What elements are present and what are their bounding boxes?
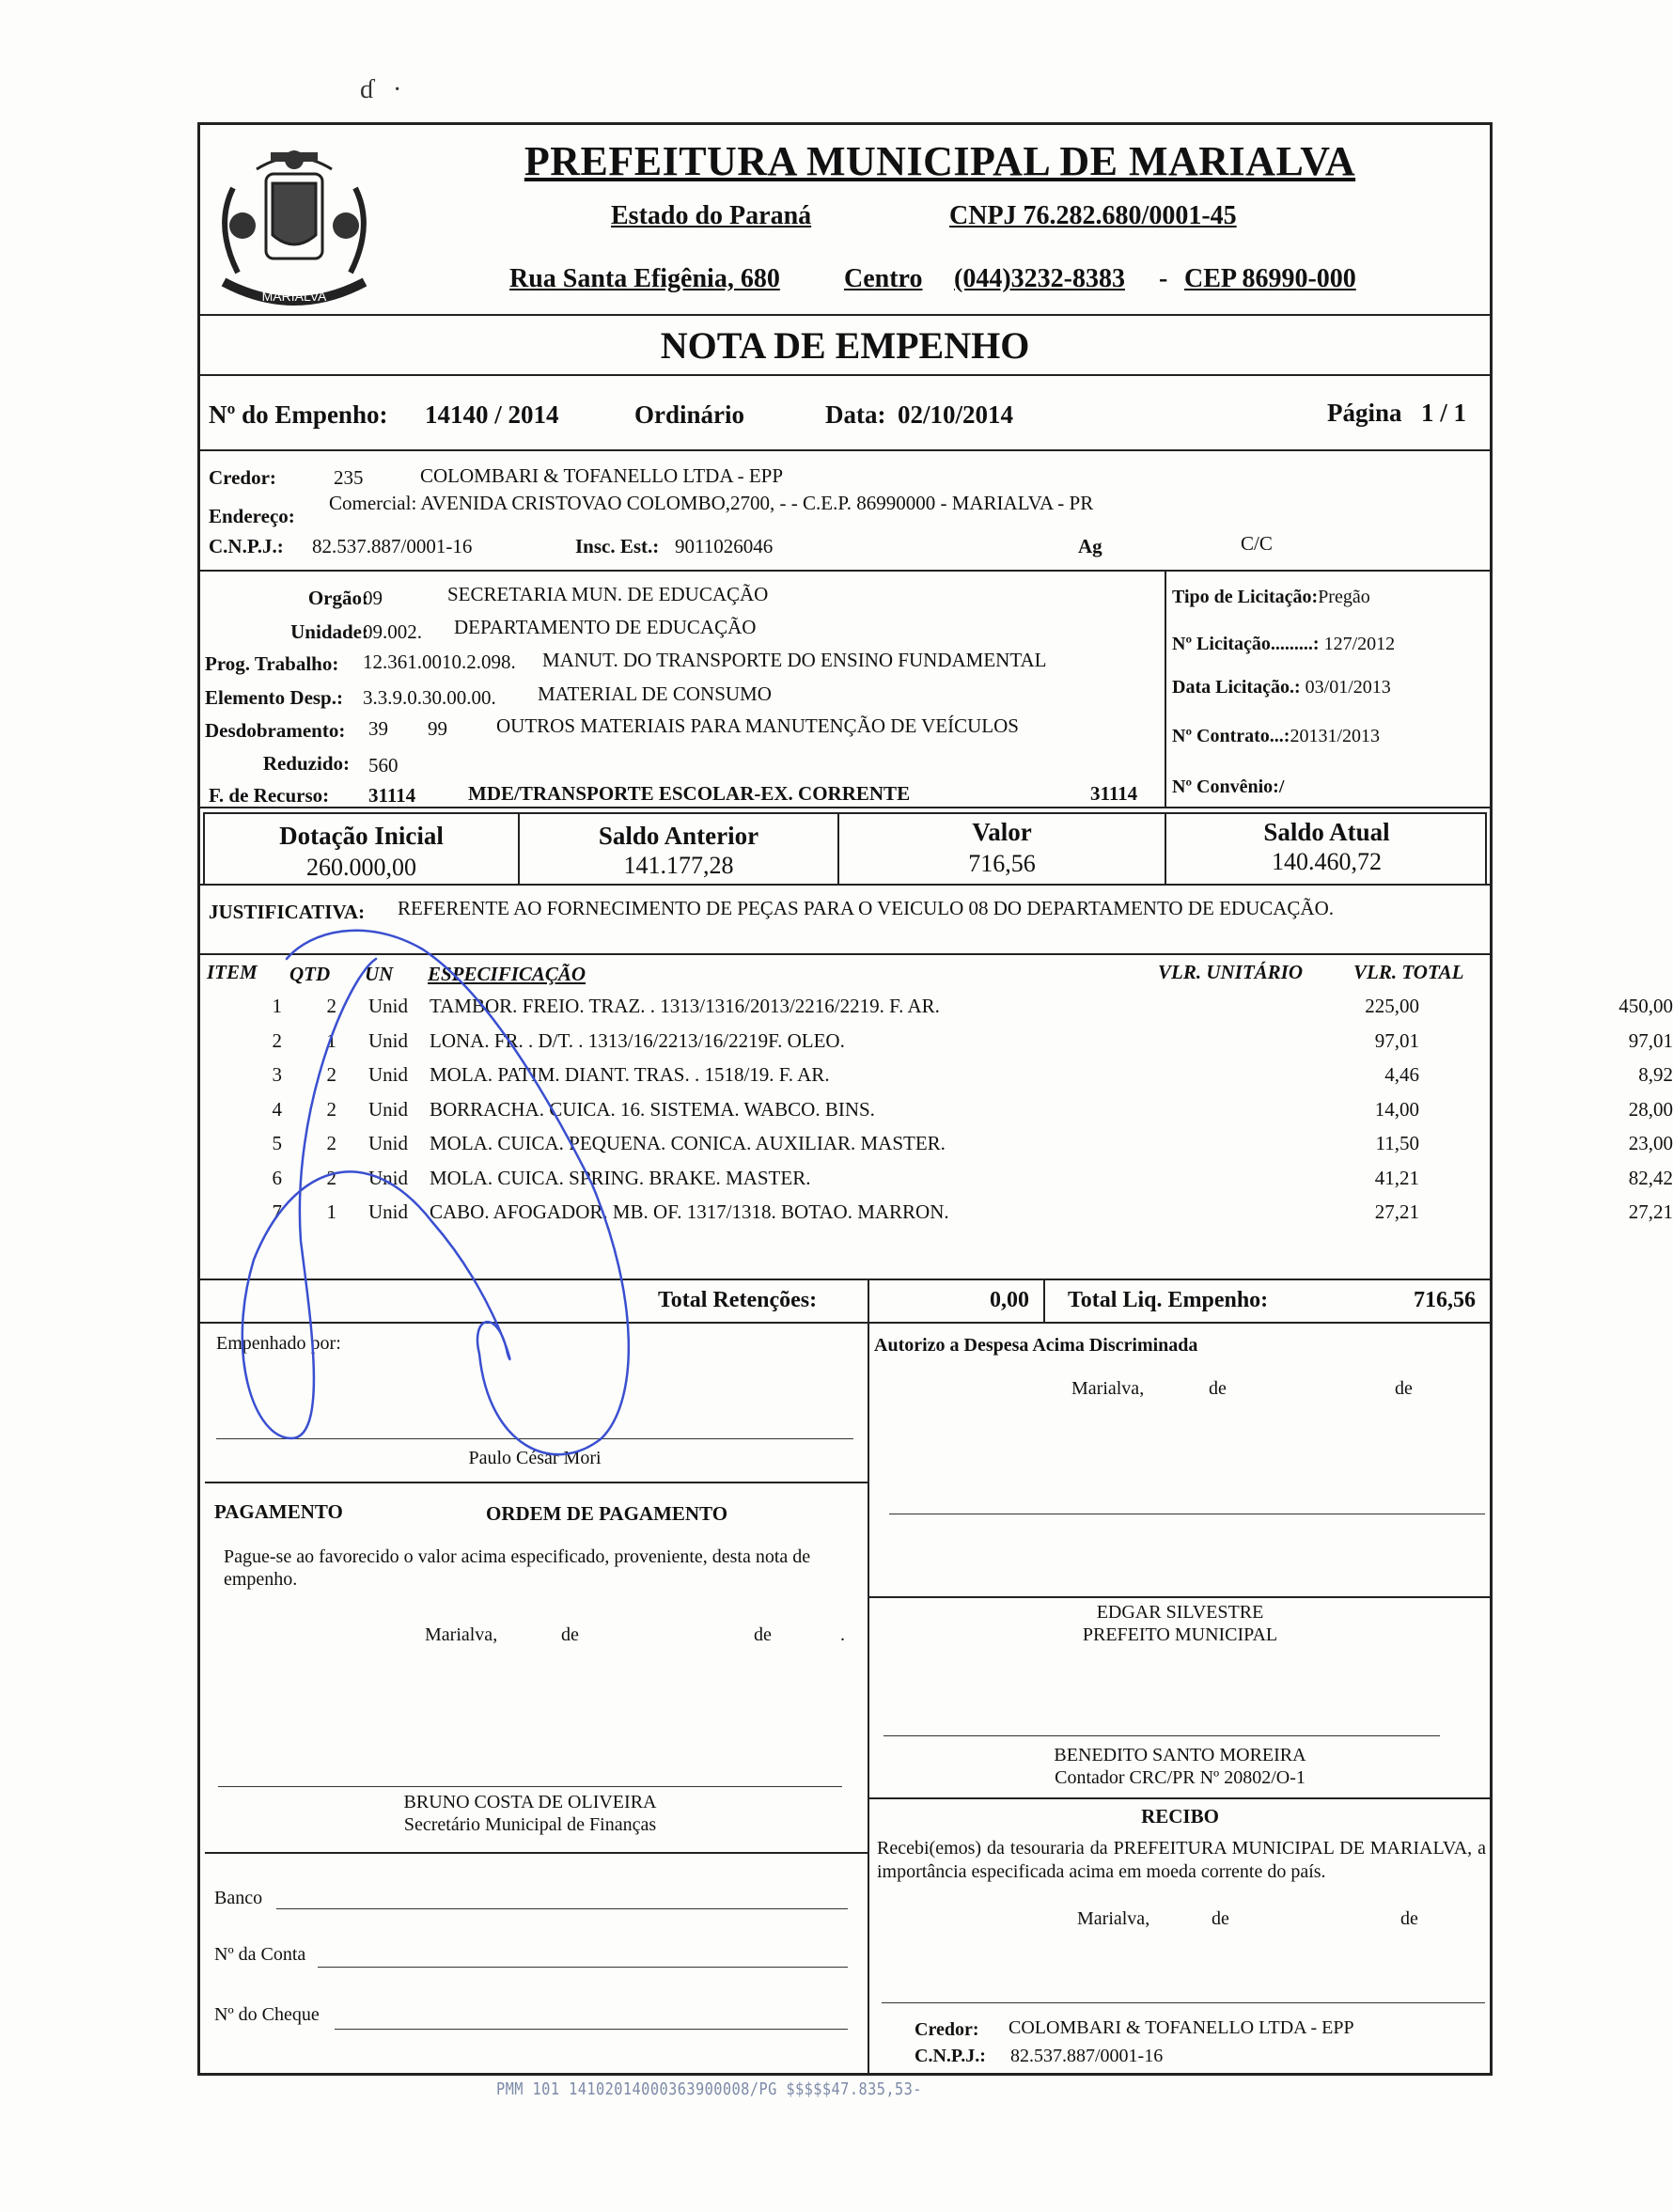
unidade-label: Unidade:	[290, 620, 368, 643]
prefeito-name: EDGAR SILVESTRE	[1096, 1602, 1264, 1623]
conta-label: Nº da Conta	[214, 1944, 306, 1965]
prog: MANUT. DO TRANSPORTE DO ENSINO FUNDAMENTAL	[542, 649, 1047, 671]
empenhado-label: Empenhado por:	[216, 1333, 341, 1354]
contrato: 20131/2013	[1290, 726, 1381, 746]
insc-label: Insc. Est.:	[575, 535, 660, 557]
item-qtd: 2	[326, 1132, 336, 1154]
item-unit-price: 97,01	[1374, 1028, 1419, 1052]
item-qtd: 1	[326, 1028, 336, 1052]
licitacao-num: 127/2012	[1323, 634, 1396, 654]
col-spec: ESPECIFICAÇÃO	[428, 963, 586, 985]
saldo-atual-value: 140.460,72	[1272, 848, 1382, 875]
orgao: SECRETARIA MUN. DE EDUCAÇÃO	[447, 583, 769, 605]
retencoes-value: 0,00	[990, 1288, 1029, 1312]
item-total: 97,01	[1628, 1028, 1673, 1052]
empenhado-name: Paulo César Mori	[468, 1448, 602, 1468]
desdob-code2: 99	[428, 717, 447, 740]
header-state: Estado do Paraná	[611, 201, 812, 230]
recibo-cnpj: 82.537.887/0001-16	[1010, 2046, 1164, 2066]
justificativa-label: JUSTIFICATIVA:	[209, 901, 366, 923]
item-total: 8,92	[1638, 1063, 1673, 1086]
credor-cnpj: 82.537.887/0001-16	[312, 535, 473, 557]
crest-icon	[205, 132, 383, 320]
item-total: 28,00	[1628, 1097, 1673, 1121]
empenho-number-label: Nº do Empenho:	[209, 400, 388, 429]
table-row	[197, 1028, 1673, 1063]
recibo-de2: de	[1400, 1908, 1418, 1929]
unidade: DEPARTAMENTO DE EDUCAÇÃO	[454, 616, 757, 638]
item-un: Unid	[368, 1063, 408, 1086]
licitacao-data-label: Data Licitação.:	[1172, 677, 1301, 698]
recibo-credor-label: Credor:	[915, 2019, 979, 2040]
item-qtd: 1	[326, 1200, 336, 1223]
elemento: MATERIAL DE CONSUMO	[538, 682, 772, 705]
pagamento-de2: de	[754, 1624, 772, 1645]
bank-stamp: PMM 101 14102014000363900008/PG $$$$$47.835,53-	[496, 2079, 922, 2099]
page-label: Página	[1327, 399, 1402, 427]
page-number: 1 / 1	[1421, 399, 1467, 427]
orgao-label: Orgão:	[307, 587, 368, 609]
address-label: Endereço:	[209, 505, 295, 527]
saldo-anterior-label: Saldo Anterior	[598, 822, 759, 850]
recibo-text: Recebi(emos) da tesouraria da PREFEITURA MUNICIPAL DE MARIALVA, a importância especificada acima em moeda corrente do país.	[877, 1838, 1486, 1882]
dotacao-label: Dotação Inicial	[279, 822, 444, 850]
divider	[197, 374, 1493, 376]
banco-line[interactable]	[276, 1908, 848, 1909]
signature-line	[218, 1786, 842, 1787]
item-unit-price: 11,50	[1375, 1132, 1419, 1154]
table-row	[197, 1200, 1673, 1234]
licitacao-num-label: Nº Licitação.........:	[1172, 634, 1320, 654]
table-row	[197, 1132, 1673, 1166]
header-dash: -	[1159, 264, 1168, 293]
divider	[197, 884, 1493, 886]
divider	[197, 449, 1493, 451]
col-unit: VLR. UNITÁRIO	[1158, 961, 1304, 983]
item-spec: LONA. FR. . D/T. . 1313/16/2213/16/2219F. OLEO.	[430, 1028, 845, 1052]
item-number: 5	[272, 1132, 282, 1154]
credor-address: Comercial: AVENIDA CRISTOVAO COLOMBO,2700, - - C.E.P. 86990000 - MARIALVA - PR	[329, 492, 1094, 514]
item-un: Unid	[368, 1132, 408, 1154]
col-qtd: QTD	[289, 963, 331, 985]
banco-label: Banco	[214, 1888, 263, 1908]
item-qtd: 2	[326, 1063, 336, 1086]
item-number: 1	[272, 995, 282, 1017]
convenio-label: Nº Convênio:/	[1172, 777, 1285, 797]
item-un: Unid	[368, 1028, 408, 1052]
page-title: PREFEITURA MUNICIPAL DE MARIALVA	[524, 138, 1356, 184]
conta-line[interactable]	[318, 1967, 848, 1968]
item-number: 3	[272, 1063, 282, 1086]
retencoes-label: Total Retenções:	[658, 1288, 818, 1312]
justificativa-text: REFERENTE AO FORNECIMENTO DE PEÇAS PARA O VEICULO 08 DO DEPARTAMENTO DE EDUCAÇÃO.	[398, 897, 1335, 919]
signature-line	[882, 2002, 1485, 2003]
item-spec: MOLA. CUICA. SPRING. BRAKE. MASTER.	[430, 1166, 811, 1189]
pagamento-city: Marialva,	[425, 1624, 498, 1645]
recurso-code: 31114	[368, 784, 416, 807]
valor-label: Valor	[972, 818, 1032, 846]
desdob-label: Desdobramento:	[205, 719, 346, 742]
prog-label: Prog. Trabalho:	[205, 652, 339, 675]
autorizo-city: Marialva,	[1071, 1378, 1145, 1399]
divider	[197, 953, 1493, 955]
col-item: ITEM	[207, 961, 258, 983]
recibo-city: Marialva,	[1077, 1908, 1150, 1929]
empenho-number: 14140 / 2014	[425, 400, 559, 429]
col-total: VLR. TOTAL	[1353, 961, 1464, 983]
autorizo-label: Autorizo a Despesa Acima Discriminada	[874, 1335, 1198, 1356]
unidade-code: 09.002.	[363, 620, 422, 643]
item-spec: TAMBOR. FREIO. TRAZ. . 1313/1316/2013/2216/2219. F. AR.	[430, 995, 940, 1017]
licitacao-data: 03/01/2013	[1305, 677, 1391, 698]
liquido-label: Total Liq. Empenho:	[1068, 1288, 1269, 1312]
empenho-type: Ordinário	[634, 400, 745, 429]
table-row	[197, 995, 1673, 1028]
doc-title: NOTA DE EMPENHO	[660, 324, 1030, 367]
divider	[868, 1279, 869, 2076]
table-row	[197, 1063, 1673, 1097]
divider	[1165, 570, 1166, 807]
item-unit-price: 225,00	[1365, 995, 1419, 1017]
table-row	[197, 1097, 1673, 1132]
secretario-role: Secretário Municipal de Finanças	[403, 1814, 657, 1835]
item-total: 82,42	[1628, 1166, 1673, 1189]
ag-label: Ag	[1078, 535, 1102, 557]
pagamento-de1: de	[561, 1624, 579, 1645]
item-unit-price: 14,00	[1374, 1097, 1419, 1121]
item-un: Unid	[368, 1200, 408, 1223]
table-row	[197, 1166, 1673, 1200]
contador-name: BENEDITO SANTO MOREIRA	[1054, 1745, 1306, 1765]
recibo-de1: de	[1212, 1908, 1229, 1929]
recurso-code2: 31114	[1090, 782, 1138, 805]
item-total: 23,00	[1628, 1132, 1673, 1154]
scan-mark: ɗ ·	[360, 75, 402, 104]
pagamento-dot: .	[840, 1624, 845, 1645]
ordem-pagamento-label: ORDEM DE PAGAMENTO	[486, 1502, 728, 1525]
divider	[868, 1797, 1493, 1799]
prefeito-role: PREFEITO MUNICIPAL	[1082, 1624, 1278, 1645]
recurso-label: F. de Recurso:	[209, 784, 330, 807]
item-unit-price: 41,21	[1374, 1166, 1419, 1189]
item-number: 2	[272, 1028, 282, 1052]
credor-name: COLOMBARI & TOFANELLO LTDA - EPP	[420, 464, 784, 487]
cnpj-label: C.N.P.J.:	[209, 535, 284, 557]
credor-insc: 9011026046	[675, 535, 774, 557]
header-cnpj: CNPJ 76.282.680/0001-45	[949, 201, 1237, 230]
item-qtd: 2	[326, 995, 336, 1017]
item-spec: CABO. AFOGADOR. MB. OF. 1317/1318. BOTAO. MARRON.	[430, 1200, 949, 1223]
valor-value: 716,56	[968, 850, 1036, 877]
item-qtd: 2	[326, 1097, 336, 1121]
tipo-licitacao: Pregão	[1318, 587, 1370, 607]
cc-label: C/C	[1241, 532, 1273, 555]
cheque-label: Nº do Cheque	[214, 2004, 320, 2025]
saldo-atual-label: Saldo Atual	[1263, 818, 1390, 846]
signature-line	[883, 1735, 1440, 1736]
item-spec: MOLA. CUICA. PEQUENA. CONICA. AUXILIAR. MASTER.	[430, 1132, 946, 1154]
contador-role: Contador CRC/PR Nº 20802/O-1	[1055, 1767, 1306, 1788]
autorizo-de1: de	[1209, 1378, 1227, 1399]
signature-line	[216, 1438, 853, 1439]
divider	[1043, 1279, 1045, 1322]
recibo-label: RECIBO	[1141, 1805, 1219, 1828]
empenho-date: 02/10/2014	[898, 400, 1014, 429]
orgao-code: 09	[363, 587, 383, 609]
desdob-code1: 39	[368, 717, 388, 740]
header-phone: (044)3232-8383	[954, 264, 1125, 293]
tipo-licitacao-label: Tipo de Licitação:	[1172, 587, 1319, 607]
divider	[197, 1279, 1493, 1280]
elemento-label: Elemento Desp.:	[205, 686, 343, 709]
item-qtd: 2	[326, 1166, 336, 1189]
divider	[197, 1322, 1493, 1324]
col-un: UN	[365, 963, 394, 985]
item-total: 27,21	[1628, 1200, 1673, 1223]
item-un: Unid	[368, 1097, 408, 1121]
reduzido: 560	[368, 754, 399, 777]
cheque-line[interactable]	[335, 2029, 848, 2030]
divider	[205, 1852, 868, 1854]
pagamento-text: Pague-se ao favorecido o valor acima especificado, proveniente, desta nota de empenho.	[224, 1546, 811, 1590]
item-un: Unid	[368, 995, 408, 1017]
dotacao-value: 260.000,00	[306, 854, 416, 881]
autorizo-de2: de	[1395, 1378, 1413, 1399]
header-street: Rua Santa Efigênia, 680	[509, 264, 780, 293]
item-unit-price: 4,46	[1384, 1063, 1419, 1086]
item-number: 7	[272, 1200, 282, 1223]
recurso: MDE/TRANSPORTE ESCOLAR-EX. CORRENTE	[468, 782, 911, 805]
liquido-value: 716,56	[1414, 1288, 1476, 1312]
item-unit-price: 27,21	[1374, 1200, 1419, 1223]
divider	[197, 807, 1493, 808]
recibo-credor: COLOMBARI & TOFANELLO LTDA - EPP	[1008, 2017, 1354, 2038]
saldo-anterior-value: 141.177,28	[623, 852, 734, 879]
divider	[197, 314, 1493, 316]
pagamento-label: PAGAMENTO	[214, 1500, 343, 1523]
item-number: 4	[272, 1097, 282, 1121]
item-total: 450,00	[1618, 995, 1673, 1017]
svg-text:MARIALVA: MARIALVA	[261, 289, 327, 304]
elemento-code: 3.3.9.0.30.00.00.	[363, 686, 496, 709]
reduzido-label: Reduzido:	[262, 752, 350, 775]
divider	[197, 570, 1493, 572]
recibo-cnpj-label: C.N.P.J.:	[915, 2046, 986, 2066]
credor-label: Credor:	[209, 466, 276, 489]
item-spec: BORRACHA. CUICA. 16. SISTEMA. WABCO. BINS.	[430, 1097, 875, 1121]
desdob: OUTROS MATERIAIS PARA MANUTENÇÃO DE VEÍCULOS	[496, 714, 1019, 737]
secretario-name: BRUNO COSTA DE OLIVEIRA	[403, 1792, 657, 1812]
header-cep: CEP 86990-000	[1184, 264, 1356, 293]
item-un: Unid	[368, 1166, 408, 1189]
empenho-date-label: Data:	[825, 400, 886, 429]
divider	[205, 1482, 868, 1483]
item-spec: MOLA. PATIM. DIANT. TRAS. . 1518/19. F. AR.	[430, 1063, 830, 1086]
contrato-label: Nº Contrato...:	[1172, 726, 1290, 746]
item-number: 6	[272, 1166, 282, 1189]
header-district: Centro	[844, 264, 923, 293]
credor-code: 235	[334, 466, 364, 489]
divider	[868, 1596, 1493, 1598]
prog-code: 12.361.0010.2.098.	[363, 651, 516, 673]
